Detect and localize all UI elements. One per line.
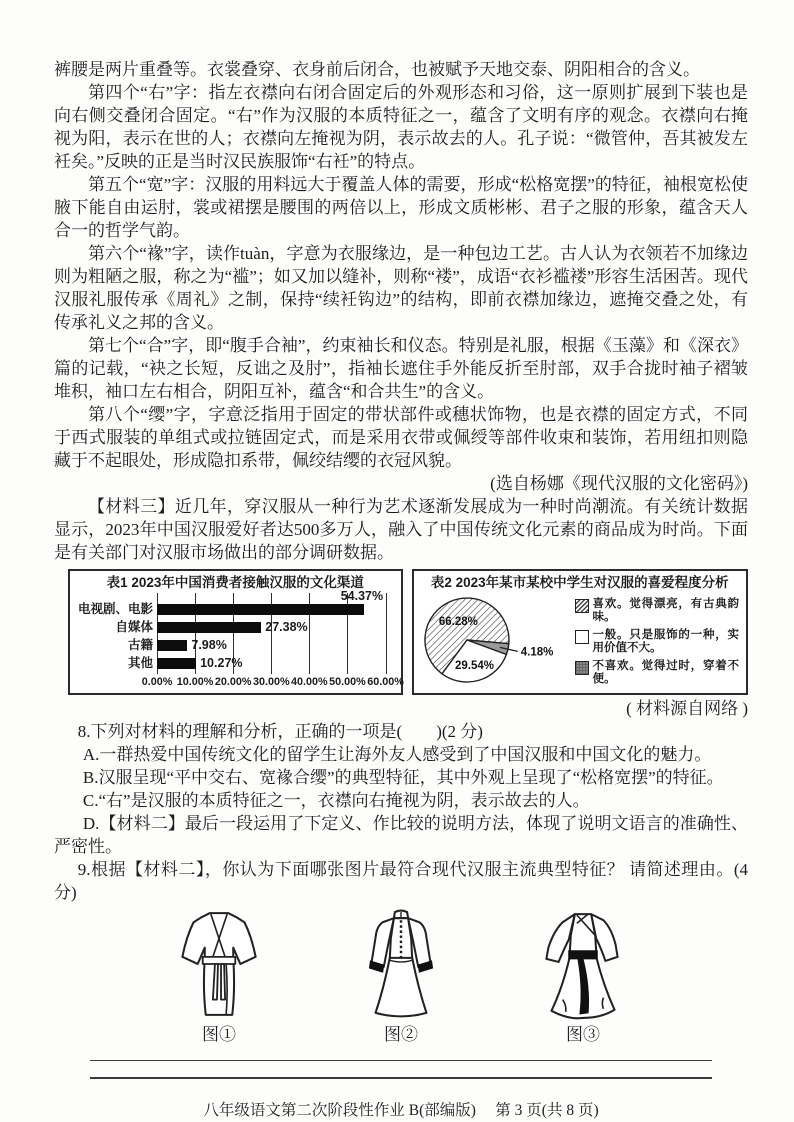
bar xyxy=(157,604,364,615)
bar-chart-plot xyxy=(77,589,404,688)
bar-category-label: 其他 xyxy=(127,656,153,670)
figure-3 xyxy=(531,908,635,1046)
figure-1 xyxy=(167,908,271,1046)
pie-slice-label: 66.28% xyxy=(438,615,478,628)
footer-rules xyxy=(90,1060,712,1079)
question-8-option-b: B.汉服呈现“平中交右、宽褖合缨”的典型特征，其中外观上呈现了“松格宽摆”的特征。 xyxy=(82,768,724,787)
bar xyxy=(157,658,196,669)
legend-item xyxy=(575,629,740,656)
divider xyxy=(90,1077,712,1079)
legend-item xyxy=(575,598,740,625)
legend-swatch-icon xyxy=(575,599,589,613)
bar-chart-plot-area xyxy=(141,589,404,688)
source-attribution: ( 材料源自网络 ) xyxy=(626,699,748,718)
figure-1-label: 图① xyxy=(202,1025,236,1044)
pie-slice-label: 29.54% xyxy=(454,659,494,672)
question-8-stem: 8.下列对材料的理解和分析，正确的一项是( )(2 分) xyxy=(77,722,483,741)
robe-illustration-2 xyxy=(349,908,453,1022)
x-axis-tick-label: 10.00% xyxy=(176,676,214,688)
question-8-option-d: D.【材料二】最后一段运用了下定义、作比较的说明方法，体现了说明文语言的准确性、严密性。 xyxy=(54,814,748,856)
pie-chart-box xyxy=(412,569,749,695)
pie-chart-body xyxy=(421,591,740,693)
legend-swatch-icon xyxy=(575,661,589,675)
legend-label: 不喜欢。觉得过时，穿着不便。 xyxy=(592,659,739,685)
bar xyxy=(157,622,261,633)
bar-category-label: 古籍 xyxy=(127,638,153,652)
x-axis-tick-label: 0.00% xyxy=(141,676,173,688)
charts-row xyxy=(68,569,748,695)
body-paragraph: 第八个“缨”字，字意泛指用于固定的带状部件或穗状饰物，也是衣襟的固定方式，不同于西式服装的单组式或拉链固定式，而是采用衣带或佩绶等部件收束和装饰，若用纽扣则隐藏于不起眼处，形成隐扣系带，佩绞结缨的衣冠风貌。 xyxy=(54,405,748,470)
question-8-option-c: C.“右”是汉服的本质特征之一，衣襟向右掩视为阴，表示故去的人。 xyxy=(82,791,590,810)
legend-label: 喜欢。觉得漂亮，有古典韵味。 xyxy=(592,597,739,623)
question-9-stem: 9.根据【材料二】，你认为下面哪张图片最符合现代汉服主流典型特征？ 请简述理由。(4 分) xyxy=(54,860,748,902)
pie-graphic xyxy=(421,591,573,693)
bar-category-label: 电视剧、电影 xyxy=(77,602,153,616)
figure-2 xyxy=(349,908,453,1046)
legend-swatch-icon xyxy=(575,630,589,644)
x-axis-tick-label: 50.00% xyxy=(329,676,366,688)
pie-chart-svg xyxy=(421,591,573,687)
bar-value-label: 10.27% xyxy=(200,656,243,670)
x-axis-tick-label: 30.00% xyxy=(252,676,290,688)
figure-3-label: 图③ xyxy=(566,1025,600,1044)
pie-legend xyxy=(573,594,740,691)
figures-row xyxy=(54,908,748,1046)
bar-value-label: 54.37% xyxy=(340,589,384,603)
source-attribution: (选自杨娜《现代汉服的文化密码》) xyxy=(490,474,748,493)
material-3-paragraph: 【材料三】近几年，穿汉服从一种行为艺术逐渐发展成为一种时尚潮流。有关统计数据显示，2023年中国汉服爱好者达500多万人，融入了中国传统文化元素的商品成为时尚。下面是有关部门对汉服市场做出的部分调研数据。 xyxy=(54,497,748,562)
bar xyxy=(157,640,187,651)
body-paragraph: 第六个“褖”字，读作tuàn，字意为衣服缘边，是一种包边工艺。古人认为衣领若不加缘边则为粗陋之服，称之为“褴”；如又加以缝补，则称“褛”，成语“衣衫褴褛”形容生活困苦。现代汉服礼服传承《周礼》之制，保持“续衽钩边”的结构，即前衣襟加缘边，遮掩交叠之处，有传承礼义之邦的含义。 xyxy=(54,244,748,332)
question-8-option-a: A.一群热爱中国传统文化的留学生让海外友人感受到了中国汉服和中国文化的魅力。 xyxy=(82,745,712,764)
body-paragraph: 第四个“右”字：指左衣襟向右闭合固定后的外观形态和习俗，这一原则扩展到下装也是向右侧交叠闭合固定。“右”作为汉服的本质特征之一，蕴含了文明有序的观念。衣襟向右掩视为阳，表示在世的人；衣襟向左掩视为阴，表示故去的人。孔子说：“微管仲，吾其被发左衽矣。”反映的正是当时汉民族服饰“右衽”的特点。 xyxy=(54,83,748,171)
bar-chart-box xyxy=(68,569,403,695)
x-axis-tick-label: 60.00% xyxy=(367,676,404,688)
bar-value-label: 27.38% xyxy=(265,620,308,634)
legend-item xyxy=(575,660,740,687)
document-body xyxy=(54,58,748,1122)
figure-2-label: 图② xyxy=(384,1025,418,1044)
body-paragraph: 第七个“合”字，即“腹手合袖”，约束袖长和仪态。特别是礼服，根据《玉藻》和《深衣》篇的记载，“袂之长短，反诎之及肘”，指袖长遮住手外能反折至肘部，双手合拢时袖子褶皱堆积，袖口左右相合，阴阳互补，蕴含“和合共生”的含义。 xyxy=(54,336,748,401)
x-axis-tick-label: 20.00% xyxy=(214,676,252,688)
page-footer: 八年级语文第二次阶段性作业 B(部编版) 第 3 页(共 8 页) xyxy=(203,1102,599,1119)
bar-value-label: 7.98% xyxy=(191,638,227,652)
bar-category-label: 自媒体 xyxy=(115,620,153,634)
body-paragraph: 裤腰是两片重叠等。衣裳叠穿、衣身前后闭合，也被赋予天地交泰、阴阳相合的含义。 xyxy=(54,60,700,79)
robe-illustration-3 xyxy=(531,908,635,1022)
body-paragraph: 第五个“宽”字：汉服的用料远大于覆盖人体的需要，形成“松格宽摆”的特征，袖根宽松使腋下能自由运肘，裳或裙摆是腰围的两倍以上，形成文质彬彬、君子之服的形象，蕴含天人合一的哲学气韵。 xyxy=(54,175,748,240)
legend-label: 一般。只是服饰的一种，实用价值不大。 xyxy=(592,628,739,654)
divider xyxy=(90,1060,712,1061)
pie-chart-title: 表2 2023年某市某校中学生对汉服的喜爱程度分析 xyxy=(430,575,729,590)
robe-illustration-1 xyxy=(167,908,271,1022)
bar-chart-title: 表1 2023年中国消费者接触汉服的文化渠道 xyxy=(106,575,364,590)
pie-slice-label: 4.18% xyxy=(520,646,553,659)
x-axis-tick-label: 40.00% xyxy=(291,676,328,688)
gridline xyxy=(386,593,387,674)
